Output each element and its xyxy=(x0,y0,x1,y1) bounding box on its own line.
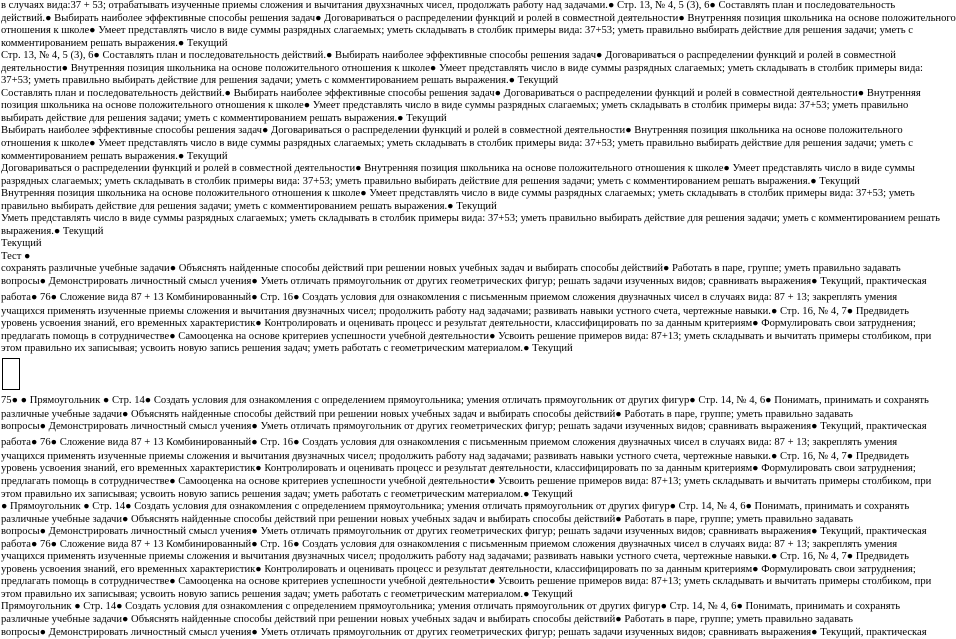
text-line: предлагать помощь в сотрудничестве● Самооценка на основе критериев успешности учебной деятельности● Усвоить решение примеров вида: 87+13; уметь складывать и вычитать примеры столбиком, при xyxy=(1,576,932,588)
text-line: вопросы● Демонстрировать личностный смысл учения● Уметь отличать прямоугольник от других геометрических фигур; решать задачи изученных видов; сравнивать выражения● Текущий, практическая xyxy=(1,626,927,638)
lesson-row-76-line: работа● 76● Сложение вида 87 + 13 Комбинированный● Стр. 16● Создать условия для ознакомления с письменным приемом сложения двузначных чисел в случаях вида: 87 + 13; закреплять умения xyxy=(1,291,898,303)
text-line: сохранять различные учебные задачи● Объяснять найденные способы действий при решении новых учебных задач и выбирать способы действий● Работать в паре, группе; уметь правильно задавать xyxy=(1,263,901,275)
text-line: Уметь представлять число в виде суммы разрядных слагаемых; уметь складывать в столбик примеры вида: 37+53; уметь правильно выбирать действие для решения задачи; уметь с комментированием решать xyxy=(1,213,940,225)
text-line: выбирать действие для решения задачи; уметь с комментированием решать выражения.● Текущий xyxy=(1,112,447,124)
text-line: действий.● Выбирать наиболее эффективные способы решения задач● Договариваться о распределении функций и ролей в совместной деятельности● Внутренняя позиция школьника на основе положительного xyxy=(1,12,956,24)
text-line: учащихся применять изученные приемы сложения и вычитания двузначных чисел; продолжить работу над задачами; развивать навыки устного счета, чертежные навыки.● Стр. 16, № 4, 7● Предвидеть xyxy=(1,305,909,317)
text-line: Составлять план и последовательность действий.● Выбирать наиболее эффективные способы решения задач● Договариваться о распределении функций и ролей в совместной деятельности● Внутренняя xyxy=(1,87,921,99)
text-line: комментированием решать выражения.● Текущий xyxy=(1,150,228,162)
text-line: выражения.● Текущий xyxy=(1,225,104,237)
text-line: вопросы● Демонстрировать личностный смысл учения● Уметь отличать прямоугольник от других геометрических фигур; решать задачи изученных видов; сравнивать выражения● Текущий, практическая xyxy=(1,421,927,433)
text-line: Договариваться о распределении функций и ролей в совместной деятельности● Внутренняя позиция школьника на основе положительного отношения к школе● Умеет представлять число в виде суммы xyxy=(1,163,915,175)
text-line: ● Прямоугольник ● Стр. 14● Создать условия для ознакомления с определением прямоугольника; умения отличать прямоугольник от других фигур● Стр. 14, № 4, 6● Понимать, принимать и сохранять xyxy=(1,501,910,513)
text-line: различные учебные задачи● Объяснять найденные способы действий при решении новых учебных задач и выбирать способы действий● Работать в паре, группе; уметь правильно задавать xyxy=(1,408,854,420)
text-line: работа● 76● Сложение вида 87 + 13 Комбинированный● Стр. 16● Создать условия для ознакомления с письменным приемом сложения двузначных чисел в случаях вида: 87 + 13; закреплять умения xyxy=(1,538,898,550)
text-line: разрядных слагаемых; уметь складывать в столбик примеры вида: 37+53; уметь правильно выбирать действие для решения задачи; уметь с комментированием решать выражения.● Текущий xyxy=(1,175,860,187)
lesson-plan-text-middle xyxy=(1,305,932,356)
text-line: вопросы● Демонстрировать личностный смысл учения● Уметь отличать прямоугольник от других геометрических фигур; решать задачи изученных видов; сравнивать выражения● Текущий, практическая xyxy=(1,526,927,538)
text-line: предлагать помощь в сотрудничестве● Самооценка на основе критериев успешности учебной деятельности● Усвоить решение примеров вида: 87+13; уметь складывать и вычитать примеры столбиком, при xyxy=(1,330,932,342)
text-line: различные учебные задачи● Объяснять найденные способы действий при решении новых учебных задач и выбирать способы действий● Работать в паре, группе; уметь правильно задавать xyxy=(1,513,854,525)
text-line: в случаях вида:37 + 53; отрабатывать изученные приемы сложения и вычитания двухзначных чисел, продолжать работу над задачами.● Стр. 13, № 4, 5 (3), 6● Составлять план и последовательность xyxy=(1,0,896,11)
lesson-row-76-repeat-line: работа● 76● Сложение вида 87 + 13 Комбинированный● Стр. 16● Создать условия для ознакомления с письменным приемом сложения двузначных чисел в случаях вида: 87 + 13; закреплять умения xyxy=(1,436,898,448)
text-line: деятельности● Внутренняя позиция школьника на основе положительного отношения к школе● Умеет представлять число в виде суммы разрядных слагаемых; уметь складывать в столбик примеры вида: xyxy=(1,62,924,74)
text-line: Внутренняя позиция школьника на основе положительного отношения к школе● Умеет представлять число в виде суммы разрядных слагаемых; уметь складывать в столбик примеры вида: 37+53; уметь xyxy=(1,188,915,200)
text-line: этом правильно их записывая; усвоить новую запись решения задач; уметь работать с геометрическим материалом.● Текущий xyxy=(1,588,573,600)
text-line: вопросы● Демонстрировать личностный смысл учения● Уметь отличать прямоугольник от других геометрических фигур; решать задачи изученных видов; сравнивать выражения● Текущий, практическая xyxy=(1,276,927,288)
text-line: правильно выбирать действие для решения задачи; уметь с комментированием решать выражения.● Текущий xyxy=(1,200,497,212)
text-line: Выбирать наиболее эффективные способы решения задач● Договариваться о распределении функций и ролей в совместной деятельности● Внутренняя позиция школьника на основе положительного xyxy=(1,125,903,137)
text-line: позиция школьника на основе положительного отношения к школе● Умеет представлять число в виде суммы разрядных слагаемых; уметь складывать в столбик примеры вида: 37+53; уметь правильно xyxy=(1,100,909,112)
text-line: уровень усвоения знаний, его временных характеристик● Контролировать и оценивать процесс и результат деятельности, классифицировать по за данным критериям● Формулировать свои затруднения; xyxy=(1,563,916,575)
text-line: этом правильно их записывая; усвоить новую запись решения задач; уметь работать с геометрическим материалом.● Текущий xyxy=(1,343,573,355)
empty-table-cell xyxy=(2,358,20,390)
text-line: Стр. 13, № 4, 5 (3), 6● Составлять план и последовательность действий.● Выбирать наиболее эффективные способы решения задач● Договариваться о распределении функций и ролей в совместной xyxy=(1,50,896,62)
text-line: отношения к школе● Умеет представлять число в виде суммы разрядных слагаемых; уметь складывать в столбик примеры вида: 37+53; уметь правильно выбирать действие для решения задачи; уметь с xyxy=(1,138,913,150)
document-body xyxy=(1,0,956,639)
text-line: отношения к школе● Умеет представлять число в виде суммы разрядных слагаемых; уметь складывать в столбик примеры вида: 37+53; уметь правильно выбирать действие для решения задачи; уметь с xyxy=(1,25,913,37)
text-line: учащихся применять изученные приемы сложения и вычитания двузначных чисел; продолжить работу над задачами; развивать навыки устного счета, чертежные навыки.● Стр. 16, № 4, 7● Предвидеть xyxy=(1,450,909,462)
text-line: комментированием решать выражения.● Текущий xyxy=(1,37,228,49)
text-line: уровень усвоения знаний, его временных характеристик● Контролировать и оценивать процесс и результат деятельности, классифицировать по за данным критериям● Формулировать свои затруднения; xyxy=(1,318,916,330)
text-line: различные учебные задачи● Объяснять найденные способы действий при решении новых учебных задач и выбирать способы действий● Работать в паре, группе; уметь правильно задавать xyxy=(1,613,854,625)
text-line: Текущий xyxy=(1,238,42,250)
text-line: этом правильно их записывая; усвоить новую запись решения задач; уметь работать с геометрическим материалом.● Текущий xyxy=(1,488,573,500)
text-line: Прямоугольник ● Стр. 14● Создать условия для ознакомления с определением прямоугольника; умения отличать прямоугольник от других фигур● Стр. 14, № 4, 6● Понимать, принимать и сохранять xyxy=(1,601,901,613)
lesson-plan-text-bottom xyxy=(1,450,932,639)
text-line: учащихся применять изученные приемы сложения и вычитания двузначных чисел; продолжить работу над задачами; развивать навыки устного счета, чертежные навыки.● Стр. 16, № 4, 7● Предвидеть xyxy=(1,551,909,563)
lesson-plan-text-top xyxy=(1,0,956,289)
text-line: уровень усвоения знаний, его временных характеристик● Контролировать и оценивать процесс и результат деятельности, классифицировать по за данным критериям● Формулировать свои затруднения; xyxy=(1,463,916,475)
lesson-plan-text-middle-2 xyxy=(1,408,927,434)
text-line: Тест ● xyxy=(1,250,31,262)
text-line: 37+53; уметь правильно выбирать действие для решения задачи; уметь с комментированием решать выражения.● Текущий xyxy=(1,75,559,87)
lesson-row-75-line: 75● ● Прямоугольник ● Стр. 14● Создать условия для ознакомления с определением прямоугольника; умения отличать прямоугольник от других фигур● Стр. 14, № 4, 6● Понимать, принимать и сохранять xyxy=(1,394,929,406)
text-line: предлагать помощь в сотрудничестве● Самооценка на основе критериев успешности учебной деятельности● Усвоить решение примеров вида: 87+13; уметь складывать и вычитать примеры столбиком, при xyxy=(1,475,932,487)
